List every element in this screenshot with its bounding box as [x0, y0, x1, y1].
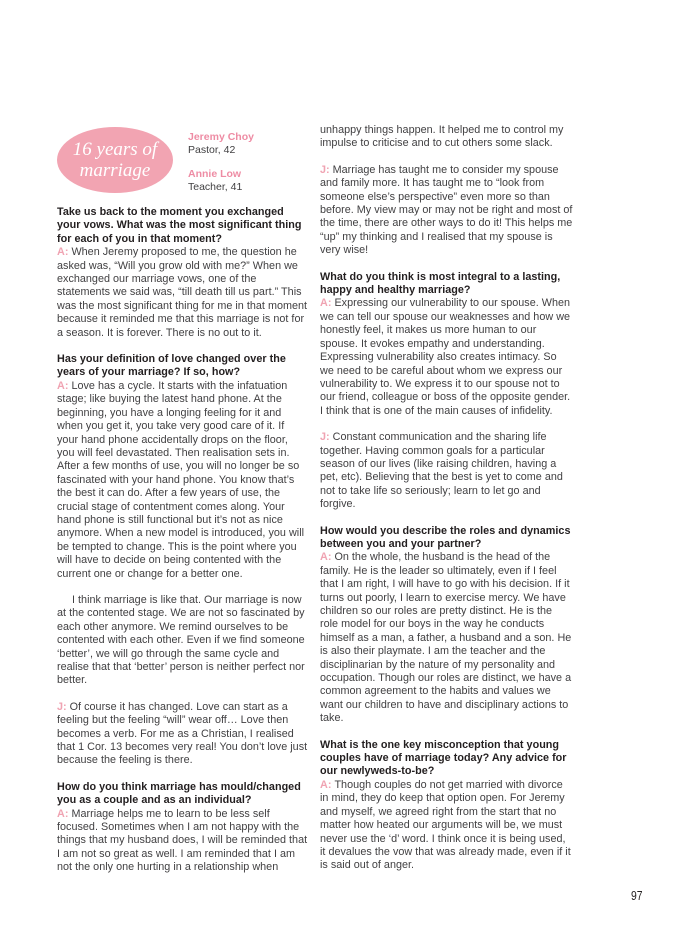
interviewee [188, 131, 254, 157]
speaker-label: J: [57, 700, 67, 713]
answer-paragraph [57, 701, 308, 768]
question-heading: How do you think marriage has mould/changed you as a couple and as an individual? [57, 780, 301, 807]
interviewees-block [188, 131, 254, 205]
question-heading: Take us back to the moment you exchanged your vows. What was the most significant thing for each of you in that moment? [57, 206, 302, 245]
answer-text: Though couples do not get married with divorce in mind, they do keep that option open. For Jeremy and myself, we agreed right from the start that no matter how heated our arguments will be, we must never use the ‘d’ word. I think once it is being used, it devalues the vow that was already made, even if it is said out of anger. [320, 778, 571, 872]
answer-text: Expressing our vulnerability to our spouse. When we can tell our spouse our weaknesses and how we honestly feel, it makes us more human to our spouse. It evokes empathy and understanding. Expressing vulnerability also creates intimacy. So we need to be careful about whom we express our vulnerability to. We express it to our spouse not to our friend, colleague or boss of the opposite gender. I think that is one of the main causes of infidelity. [320, 297, 571, 417]
interviewee [188, 168, 254, 194]
answer-paragraph [320, 779, 573, 873]
badge-line-1: 16 years of [72, 139, 158, 160]
answer-text: Constant communication and the sharing life together. Having common goals for a particular season of our lives (like raising children, having a pet, etc). Believing that the best is yet to come and not to take life so seriously; learn to let go and forgive. [320, 431, 563, 511]
question-heading: What is the one key misconception that young couples have of marriage today? Any advice for our newlyweds-to-be? [320, 738, 567, 778]
answer-paragraph [320, 431, 573, 511]
question-heading: How would you describe the roles and dynamics between you and your partner? [320, 524, 571, 550]
speaker-label: A: [320, 297, 332, 310]
interviewee-name: Jeremy Choy [188, 131, 254, 143]
speaker-label: A: [57, 246, 69, 259]
speaker-label: J: [320, 431, 330, 444]
page-number: 97 [631, 888, 643, 903]
right-text-column [320, 124, 573, 886]
answer-text: Marriage has taught me to consider my spouse and family more. It has taught me to “look from someone else’s perspective” even more so than before. My view may or may not be right and most of the time, there are other ways to do it! This helps me “up” my thinking and I realised that my spouse is very wise! [320, 163, 573, 257]
question-heading: Has your definition of love changed over the years of your marriage? If so, how? [57, 353, 286, 379]
left-text-column [57, 206, 308, 888]
answer-text: Of course it has changed. Love can start as a feeling but the feeling “will” wear off… Love then becomes a verb. For me as a Christian, I realised that 1 Cor. 13 becomes very real! You don’t love just because the feeling is there. [57, 700, 308, 767]
answer-paragraph [57, 380, 308, 581]
answer-paragraph [320, 297, 573, 418]
answer-text: Love has a cycle. It starts with the infatuation stage; like buying the latest hand phone. At the beginning, you have a longing feeling for it and when you get it, you take very good care of it. If your hand phone accidentally drops on the floor, you will feel devastated. Then realisation sets in. After a few months of use, you will no longer be so fascinated with your hand phone. You know that’s the best it can do. After a few years of use, the crucial stage of contentment comes along. Your hand phone is still functional but it’s not as nice anymore. When a new model is introduced, you will be tempted to change. This is the point where you will have to decide on being contented with the current one or change for a better one. [57, 379, 305, 580]
continuation-paragraph: unhappy things happen. It helped me to control my impulse to criticise and to cut others some slack. [320, 124, 564, 150]
answer-paragraph [320, 551, 573, 725]
answer-text: On the whole, the husband is the head of the family. He is the leader so ultimately, even if I feel that I am right, I will have to go with his decision. If it turns out poorly, I learn to exercise mercy. We have children so our roles are pretty distinct. He is the role model for our boys in the way he conducts himself as a man, a father, a husband and a son. He is also their playmate. I am the teacher and the disciplinarian by the nature of my personality and occupation. Though our roles are distinct, we have a common agreement to the habits and values we want our children to have and disciplinary actions to take. [320, 551, 572, 725]
answer-paragraph [57, 808, 308, 875]
speaker-label: A: [57, 807, 69, 820]
interviewee-name: Annie Low [188, 168, 242, 180]
answer-paragraph [57, 246, 308, 340]
speaker-label: A: [57, 379, 69, 392]
badge-line-2: marriage [79, 160, 151, 181]
interviewee-role: Pastor, 42 [188, 144, 236, 156]
years-of-marriage-badge [57, 127, 173, 193]
speaker-label: A: [320, 551, 332, 564]
body-paragraph: I think marriage is like that. Our marriage is now at the contented stage. We are not so fascinated by each other anymore. We remind ourselves to be contented with each other. Even if we find someone ‘better’, we will go through the same cycle and realise that that ‘better’ person is neither perfect nor better. [57, 593, 305, 687]
speaker-label: J: [320, 163, 330, 176]
speaker-label: A: [320, 778, 332, 791]
answer-text: When Jeremy proposed to me, the question he asked was, “Will you grow old with me?” When we exchanged our marriage vows, one of the statements we said was, “till death till us part.” This was the most significant thing for me in that moment because it reminded me that this marriage is not for a season. It is forever. There is no out to it. [57, 246, 308, 339]
question-heading: What do you think is most integral to a lasting, happy and healthy marriage? [320, 270, 561, 297]
interviewee-role: Teacher, 41 [188, 181, 243, 193]
answer-paragraph [320, 164, 573, 258]
answer-text: Marriage helps me to learn to be less self focused. Sometimes when I am not happy with the things that my husband does, I will be reminded that I am not so great as well. I am reminded that I am not the only one hurting in a relationship when [57, 807, 308, 874]
